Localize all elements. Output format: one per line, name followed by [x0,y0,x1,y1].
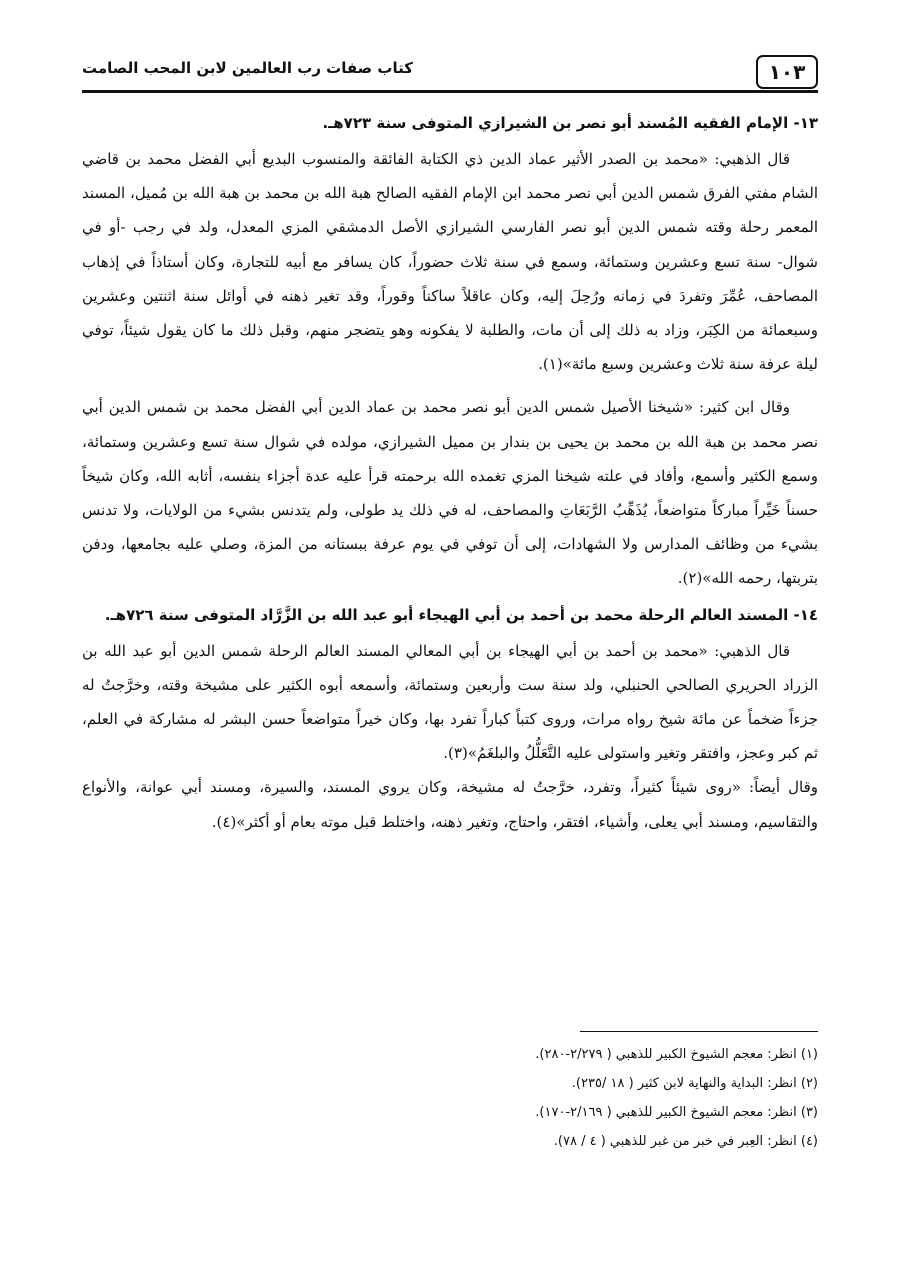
footnote-2: (٢) انظر: البداية والنهاية لابن كثير ( ١٨ /٢٣٥). [571,1076,818,1091]
page-number: ١٠٣ [756,55,818,89]
footnotes [82,1040,818,1156]
entry-13-heading: ١٣- الإمام الفقيه المُسند أبو نصر بن الشيرازي المتوفى سنة ٧٢٣هـ. [322,114,818,132]
running-header [82,55,818,91]
entry-14-paragraph-dhahabi-also: وقال أيضاً: «روى شيئاً كثيراً، وتفرد، خرَّجتُ له مشيخة، وكان يروي المسند، والسيرة، ومسند أبي عوانة، والأنواع والتقاسيم، ومسند أبي يعلى، وأشياء، افتقر، واحتاج، وتغير ذهنه، واختلط قبل موته بعام أو أكثر»(٤). [82,778,818,831]
footnote-1: (١) انظر: معجم الشيوخ الكبير للذهبي ( ٢/٢٧٩-٢٨٠). [535,1047,818,1062]
book-title: كتاب صفات رب العالمين لابن المحب الصامت [82,59,413,77]
page-body [82,104,818,839]
footnote-rule [580,1031,818,1032]
entry-13-paragraph-dhahabi: قال الذهبي: «محمد بن الصدر الأثير عماد الدين ذي الكتابة الفائقة والمنسوب البديع أبي الفضل محمد بن قاضي الشام مفتي الفرق شمس الدين أبي نصر محمد ابن الإمام الفقيه الصالح هبة الله بن محمد بن هبة الله بن مُميل، المسند المعمر رحلة وقته شمس الدين أبو نصر الفارسي الشيرازي الأصل الدمشقي المزي المعدل، ولد في رجب -أو في شوال- سنة تسع وعشرين وستمائة، وسمع في سنة ثلاث حضوراً، كان يسافر مع أبيه للتجارة، وكان أستاذاً في إذهاب المصاحف، عُمِّرَ وتفردَ في زمانه ورُحِلَ إليه، وكان عاقلاً ساكناً وقوراً، وقد تغير ذهنه في أوائل سنة اثنتين وعشرين وسبعمائة من الكِبَر، وزاد به ذلك إلى أن مات، والطلبة لا يفكونه وهو يتضجر منهم، وقبل ذلك ما كان يقول شيئاً، توفي ليلة عرفة سنة ثلاث وعشرين وسبع مائة»(١). [82,150,818,374]
entry-14-heading: ١٤- المسند العالم الرحلة محمد بن أحمد بن أبي الهيجاء أبو عبد الله بن الزَّرَّاد المتوفى سنة ٧٢٦هـ. [104,605,818,624]
footnote-4: (٤) انظر: العِبر في خبر من غبر للذهبي ( ٤ / ٧٨). [553,1134,818,1149]
entry-13-paragraph-ibn-kathir: وقال ابن كثير: «شيخنا الأصيل شمس الدين أبو نصر محمد بن عماد الدين أبي الفضل محمد بن شمس الدين أبي نصر محمد بن هبة الله بن محمد بن يحيى بن بندار بن مميل الشيرازي، مولده في شوال سنة تسع وعشرين وستمائة، وسمع الكثير وأسمع، وأفاد في علته شيخنا المزي تغمده الله برحمته قرأ عليه عدة أجزاء بنفسه، أثابه الله، وكان شيخاً حسناً خَيِّراً مباركاً متواضعاً، يُذَهِّبُ الرَّبَعَاتِ والمصاحف، له في ذلك يد طولى، ولم يتدنس بشيء من الولايات، ولا تدنس بشيء من وظائف المدارس ولا الشهادات، إلى أن توفي في يوم عرفة ببستانه من المزة، وصلي عليه بجامعها، ودفن بتربتها، رحمه الله»(٢). [82,398,818,588]
entry-14-paragraph-dhahabi: قال الذهبي: «محمد بن أحمد بن أبي الهيجاء بن أبي المعالي المسند العالم الرحلة شمس الدين أبو عبد الله بن الزراد الحريري الصالحي الحنبلي، ولد سنة ست وأربعين وستمائة، وأسمعه أبوه الكثير على مشيخة وقته، وخرَّجتُ له جزءاً ضخماً عن مائة شيخ رواه مرات، وروى كتباً كباراً تفرد بها، وكان خيراً متواضعاً حسن البشر له مشاركة في العلم، ثم كبر وعجز، وافتقر وتغير واستولى عليه التَّعَلُّلُ والبلغَمُ»(٣). [82,641,818,763]
footnote-3: (٣) انظر: معجم الشيوخ الكبير للذهبي ( ٢/١٦٩-١٧٠). [535,1105,818,1120]
paragraph-gap [82,381,818,390]
header-rule [82,90,818,93]
